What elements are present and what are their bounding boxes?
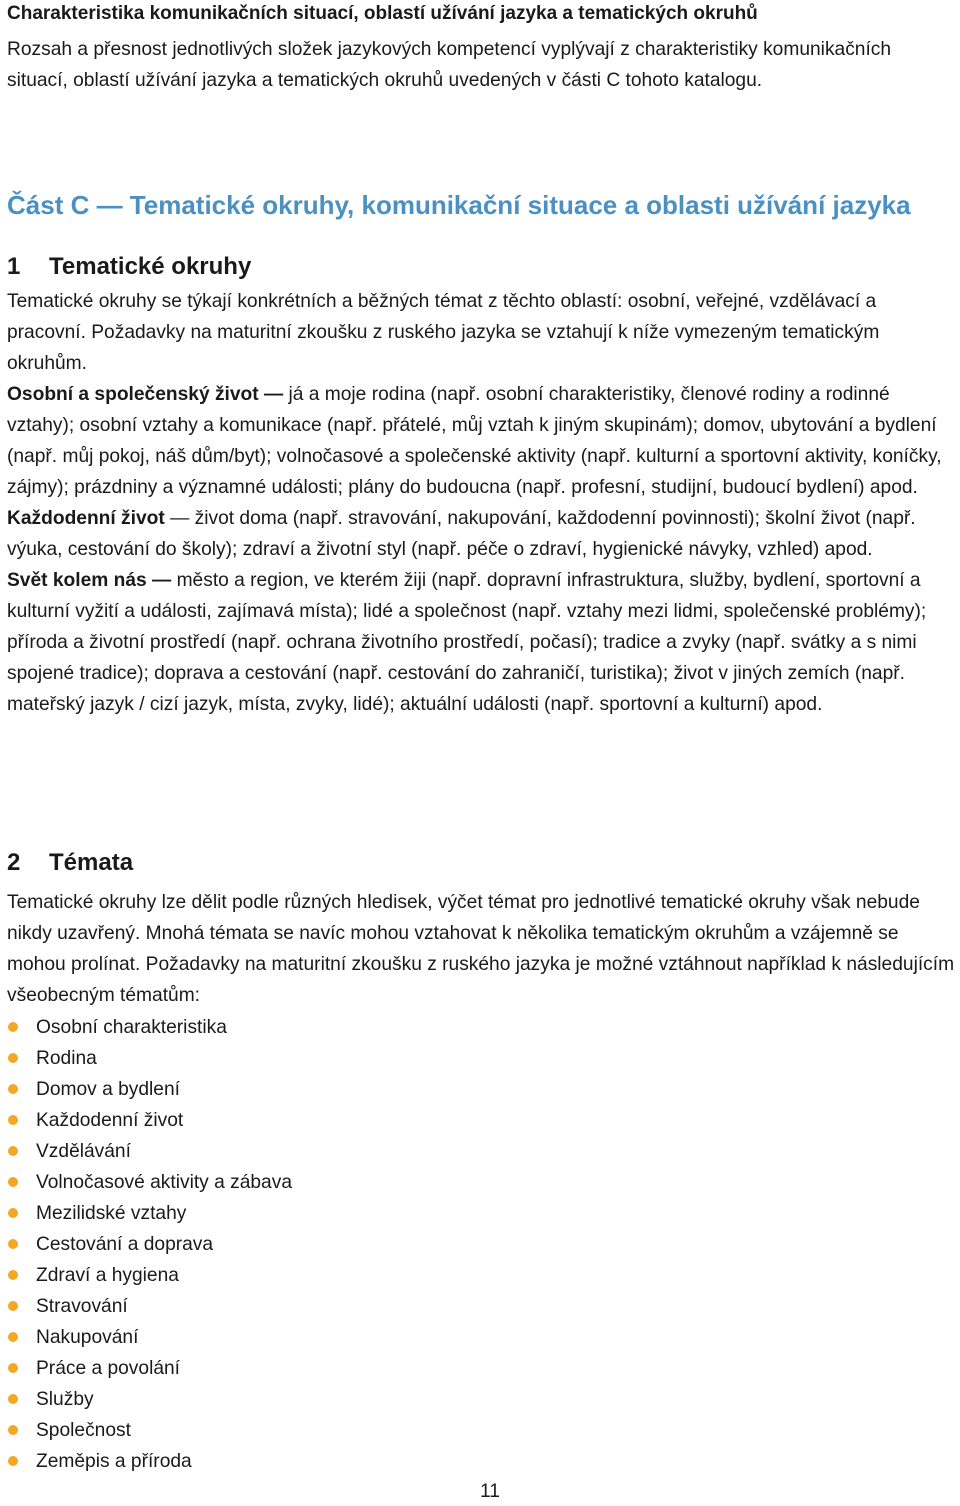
area-world-around-us xyxy=(7,565,955,720)
section-heading-characteristics: Charakteristika komunikačních situací, oblastí užívání jazyka a tematických okruhů xyxy=(7,3,758,24)
list-item: Každodenní život xyxy=(7,1105,292,1136)
section-1-heading xyxy=(7,252,251,282)
area-2-text: — život doma (např. stravování, nakupování, každodenní povinnosti); školní život (např. výuka, cestování do školy); zdraví a životní styl (např. péče o zdraví, hygienické návyky, vzhled) apod. xyxy=(7,508,916,560)
list-item: Stravování xyxy=(7,1291,292,1322)
bullet-icon xyxy=(8,1425,18,1435)
bullet-icon xyxy=(8,1301,18,1311)
area-personal-social-life xyxy=(7,379,955,503)
list-item: Vzdělávání xyxy=(7,1136,292,1167)
topics-list xyxy=(7,1012,292,1477)
bullet-icon xyxy=(8,1053,18,1063)
list-item: Cestování a doprava xyxy=(7,1229,292,1260)
bullet-icon xyxy=(8,1177,18,1187)
list-item: Společnost xyxy=(7,1415,292,1446)
list-item: Domov a bydlení xyxy=(7,1074,292,1105)
list-item: Práce a povolání xyxy=(7,1353,292,1384)
area-3-text: město a region, ve kterém žiji (např. dopravní infrastruktura, služby, bydlení, sportovní a kulturní vyžití a události, zajímavá místa); lidé a společnost (např. vztahy mezi lidmi, společenské problémy); příroda a životní prostředí (např. ochrana životního prostředí, počasí); tradice a zvyky (např. svátky a s nimi spojené tradice); doprava a cestování (např. cestování do zahraničí, turistika); život v jiných zemích (např. mateřský jazyk / cizí jazyk, místa, zvyky, lidé); aktuální události (např. sportovní a kulturní) apod. xyxy=(7,570,927,715)
area-everyday-life xyxy=(7,503,955,565)
page-number: 11 xyxy=(480,1481,500,1502)
area-3-title: Svět kolem nás — xyxy=(7,570,172,591)
area-1-text: já a moje rodina (např. osobní charakteristiky, členové rodiny a rodinné vztahy); osobní vztahy a komunikace (např. přátelé, můj vztah k jiným skupinám); domov, ubytování a bydlení (např. můj pokoj, náš dům/byt); volnočasové a společenské aktivity (např. kulturní a sportovní aktivity, koníčky, zájmy); prázdniny a významné události; plány do budoucna (např. profesní, studijní, budoucí bydlení) apod. xyxy=(7,384,942,498)
bullet-icon xyxy=(8,1146,18,1156)
section-2-title: Témata xyxy=(49,849,134,876)
section-1-intro: Tematické okruhy se týkají konkrétních a běžných témat z těchto oblastí: osobní, veřejné, vzdělávací a pracovní. Požadavky na maturitní zkoušku z ruského jazyka se vztahují k níže vymezeným tematickým okruhům. xyxy=(7,291,880,374)
bullet-icon xyxy=(8,1394,18,1404)
section-2-number: 2 xyxy=(7,849,21,876)
list-item: Zeměpis a příroda xyxy=(7,1446,292,1477)
section-1-number: 1 xyxy=(7,253,21,280)
bullet-icon xyxy=(8,1022,18,1032)
section-1-body xyxy=(7,286,955,720)
list-item: Nakupování xyxy=(7,1322,292,1353)
area-1-title: Osobní a společenský život — xyxy=(7,384,284,405)
section-2-intro: Tematické okruhy lze dělit podle různých hledisek, výčet témat pro jednotlivé tematické okruhy však nebude nikdy uzavřený. Mnohá témata se navíc mohou vztahovat k několika tematickým okruhům a vzájemně se mohou prolínat. Požadavky na maturitní zkoušku z ruského jazyka je možné vztáhnout například k následujícím všeobecným tématům: xyxy=(7,892,955,1006)
list-item: Mezilidské vztahy xyxy=(7,1198,292,1229)
bullet-icon xyxy=(8,1084,18,1094)
bullet-icon xyxy=(8,1456,18,1466)
list-item: Služby xyxy=(7,1384,292,1415)
bullet-icon xyxy=(8,1208,18,1218)
bullet-icon xyxy=(8,1270,18,1280)
section-1-title: Tematické okruhy xyxy=(49,253,252,280)
bullet-icon xyxy=(8,1363,18,1373)
list-item: Zdraví a hygiena xyxy=(7,1260,292,1291)
intro-paragraph: Rozsah a přesnost jednotlivých složek jazykových kompetencí vyplývají z charakteristiky komunikačních situací, oblastí užívání jazyka a tematických okruhů uvedených v části C tohoto katalogu. xyxy=(7,39,892,91)
part-c-heading: Část C — Tematické okruhy, komunikační situace a oblasti užívání jazyka xyxy=(7,190,911,220)
area-2-title: Každodenní život xyxy=(7,508,165,529)
list-item: Osobní charakteristika xyxy=(7,1012,292,1043)
section-2-heading xyxy=(7,848,133,878)
list-item: Rodina xyxy=(7,1043,292,1074)
bullet-icon xyxy=(8,1332,18,1342)
bullet-icon xyxy=(8,1115,18,1125)
list-item: Volnočasové aktivity a zábava xyxy=(7,1167,292,1198)
bullet-icon xyxy=(8,1239,18,1249)
